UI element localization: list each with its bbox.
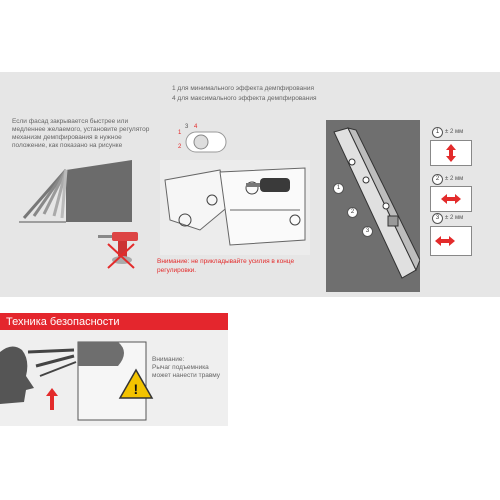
dial-number: 4 <box>194 124 198 130</box>
svg-text:!: ! <box>133 381 139 397</box>
adjust-warning-line: Внимание: не прикладывайте усилия в конце <box>157 258 295 265</box>
step-box <box>430 186 472 212</box>
safety-title: Техника безопасности <box>6 316 120 328</box>
step-number: 3 <box>432 213 443 224</box>
step-label: ± 2 мм <box>445 176 464 182</box>
header-line-1: 1 для минимального эффекта демпфирования <box>172 85 314 92</box>
door-closing-illustration <box>14 150 144 275</box>
dial-number: 1 <box>178 130 182 136</box>
damping-dial <box>174 122 230 162</box>
step-label: ± 2 мм <box>445 129 464 135</box>
step-number: 1 <box>432 127 443 138</box>
hinge-illustration <box>326 120 420 292</box>
instruction-line: механизм демпфирования в нужное <box>12 134 122 141</box>
dial-number: 3 <box>185 124 189 130</box>
step-box <box>430 226 472 256</box>
instruction-line: положение, как показано на рисунке <box>12 142 123 149</box>
panel-number: 2 <box>347 207 358 218</box>
safety-warning-line: Рычаг подъемника <box>152 364 209 371</box>
instruction-line: Если фасад закрывается быстрее или <box>12 118 129 125</box>
safety-warning-line: может нанести травму <box>152 372 220 379</box>
warning-triangle-icon <box>118 368 154 400</box>
adjust-warning-line: регулировки. <box>157 267 197 274</box>
panel-number: 3 <box>362 226 373 237</box>
instruction-line: медленнее желаемого, установите регулятор <box>12 126 150 133</box>
step-box <box>430 140 472 166</box>
panel-number: 1 <box>333 183 344 194</box>
step-number: 2 <box>432 174 443 185</box>
safety-warning-line: Внимание: <box>152 356 185 363</box>
step-label: ± 2 мм <box>445 215 464 221</box>
mechanism-adjust-illustration <box>160 160 310 255</box>
header-line-2: 4 для максимального эффекта демпфирования <box>172 95 317 102</box>
dial-number: 2 <box>178 144 182 150</box>
